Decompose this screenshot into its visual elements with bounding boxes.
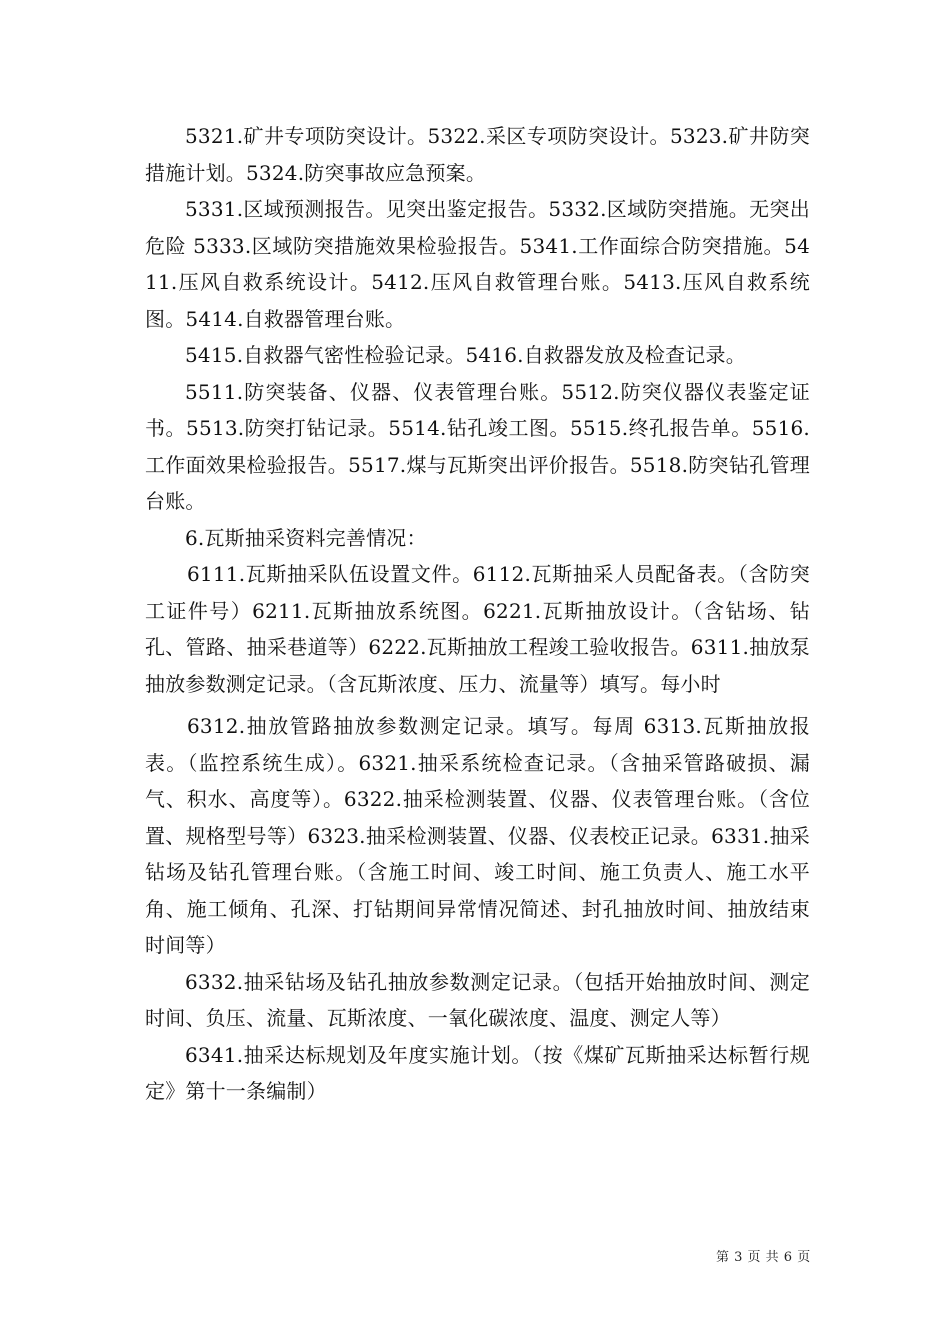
paragraph-6332: 6332.抽采钻场及钻孔抽放参数测定记录。（包括开始抽放时间、测定时间、负压、流量、瓦斯浓度、一氧化碳浓度、温度、测定人等） (145, 969, 810, 1030)
paragraph-5415: 5415.自救器气密性检验记录。5416.自救器发放及检查记录。 (185, 343, 746, 367)
paragraph-5331: 5331.区域预测报告。见突出鉴定报告。5332.区域防突措施。无突出危险 5333.区域防突措施效果检验报告。5341.工作面综合防突措施。5411.压风自救系统设计。5412.压风自救管理台账。5413.压风自救系统图。5414.自救器管理台账。 (145, 197, 810, 331)
document-body (145, 118, 810, 1110)
paragraph-6111: 6111.瓦斯抽采队伍设置文件。6112.瓦斯抽采人员配备表。（含防突工证件号）6211.瓦斯抽放系统图。6221.瓦斯抽放设计。（含钻场、钻孔、管路、抽采巷道等）6222.瓦斯抽放工程竣工验收报告。6311.抽放泵抽放参数测定记录。（含瓦斯浓度、压力、流量等）填写。每小时 (145, 562, 810, 696)
page-number-footer: 第 3 页 共 6 页 (716, 1250, 811, 1265)
paragraph-5511: 5511.防突装备、仪器、仪表管理台账。5512.防突仪器仪表鉴定证书。5513.防突打钻记录。5514.钻孔竣工图。5515.终孔报告单。5516.工作面效果检验报告。5517.煤与瓦斯突出评价报告。5518.防突钻孔管理台账。 (145, 379, 810, 513)
paragraph-6312: 6312.抽放管路抽放参数测定记录。填写。每周 6313.瓦斯抽放报表。（监控系统生成）。6321.抽采系统检查记录。（含抽采管路破损、漏气、积水、高度等）。6322.抽采检测装置、仪器、仪表管理台账。（含位置、规格型号等）6323.抽采检测装置、仪器、仪表校正记录。6331.抽采钻场及钻孔管理台账。（含施工时间、竣工时间、施工负责人、施工水平角、施工倾角、孔深、打钻期间异常情况简述、封孔抽放时间、抽放结束时间等） (145, 714, 810, 957)
section-heading-6: 6.瓦斯抽采资料完善情况： (185, 525, 427, 550)
paragraph-5321: 5321.矿井专项防突设计。5322.采区专项防突设计。5323.矿井防突措施计划。5324.防突事故应急预案。 (145, 124, 810, 185)
paragraph-6341: 6341.抽采达标规划及年度实施计划。（按《煤矿瓦斯抽采达标暂行规定》第十一条编制） (145, 1042, 810, 1103)
